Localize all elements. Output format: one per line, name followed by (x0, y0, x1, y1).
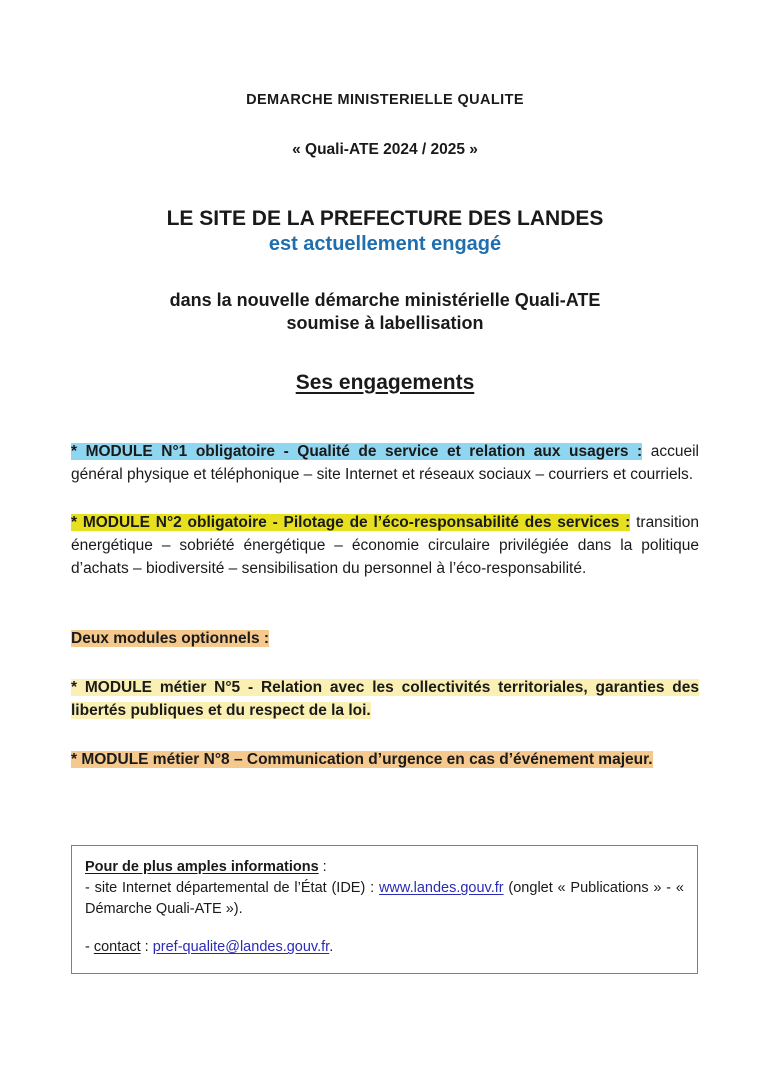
module-5-paragraph (71, 651, 699, 723)
heading-engagements-text: Ses engagements (295, 370, 475, 394)
document-heading-site (71, 159, 699, 256)
module-8-paragraph (71, 723, 699, 772)
optional-modules-label (71, 580, 699, 651)
contact-information-box (71, 845, 698, 974)
document-heading-demarche (71, 256, 699, 336)
module-1-body: accueil général physique et téléphonique – site Internet et réseaux sociaux – courriers et courriels. (71, 442, 699, 483)
heading-demarche-line1: dans la nouvelle démarche ministérielle Quali-ATE (169, 290, 601, 310)
contact-email-line (85, 937, 684, 958)
document-heading-primary: DEMARCHE MINISTERIELLE QUALITE (246, 92, 524, 108)
contact-title: Pour de plus amples informations (85, 859, 319, 875)
contact-period: . (329, 939, 334, 956)
document-heading-subtitle: « Quali-ATE 2024 / 2025 » (292, 141, 478, 158)
module-1-header: * MODULE N°1 obligatoire - Qualité de service et relation aux usagers : (71, 442, 643, 460)
contact-box-spacer (85, 920, 684, 937)
module-2-body: transition énergétique – sobriété énergétique – économie circulaire privilégiée dans la politique d’achats – biodiversité – sensibilisation du personnel à l’éco-responsabilité. (71, 513, 699, 577)
contact-dash: - (85, 939, 94, 956)
contact-site-suffix: (onglet « Publications » - « Démarche Quali-ATE »). (85, 880, 684, 918)
contact-title-colon: : (318, 859, 327, 875)
heading-site-line2: est actuellement engagé (268, 232, 502, 255)
contact-title-line (85, 857, 684, 878)
module-2-paragraph (71, 487, 699, 581)
document-heading-engagements (71, 336, 699, 395)
module-5-text: * MODULE métier N°5 - Relation avec les collectivités territoriales, garanties des libertés publiques et du respect de la loi. (71, 679, 699, 720)
module-8-text: * MODULE métier N°8 – Communication d’urgence en cas d’événement majeur. (71, 751, 653, 769)
heading-site-line1: LE SITE DE LA PREFECTURE DES LANDES (166, 207, 604, 230)
contact-separator: : (140, 939, 153, 956)
contact-label: contact (93, 939, 141, 956)
module-2-header: * MODULE N°2 obligatoire - Pilotage de l’éco-responsabilité des services : (71, 513, 631, 531)
module-1-paragraph (71, 395, 699, 487)
website-link[interactable]: www.landes.gouv.fr (378, 880, 504, 897)
contact-website-line (85, 878, 684, 920)
email-link[interactable]: pref-qualite@landes.gouv.fr (152, 939, 330, 956)
contact-site-prefix: - site Internet départemental de l’État (IDE) : (85, 880, 379, 897)
optional-modules-label-text: Deux modules optionnels : (71, 630, 270, 648)
heading-demarche-line2: soumise à labellisation (286, 313, 484, 334)
